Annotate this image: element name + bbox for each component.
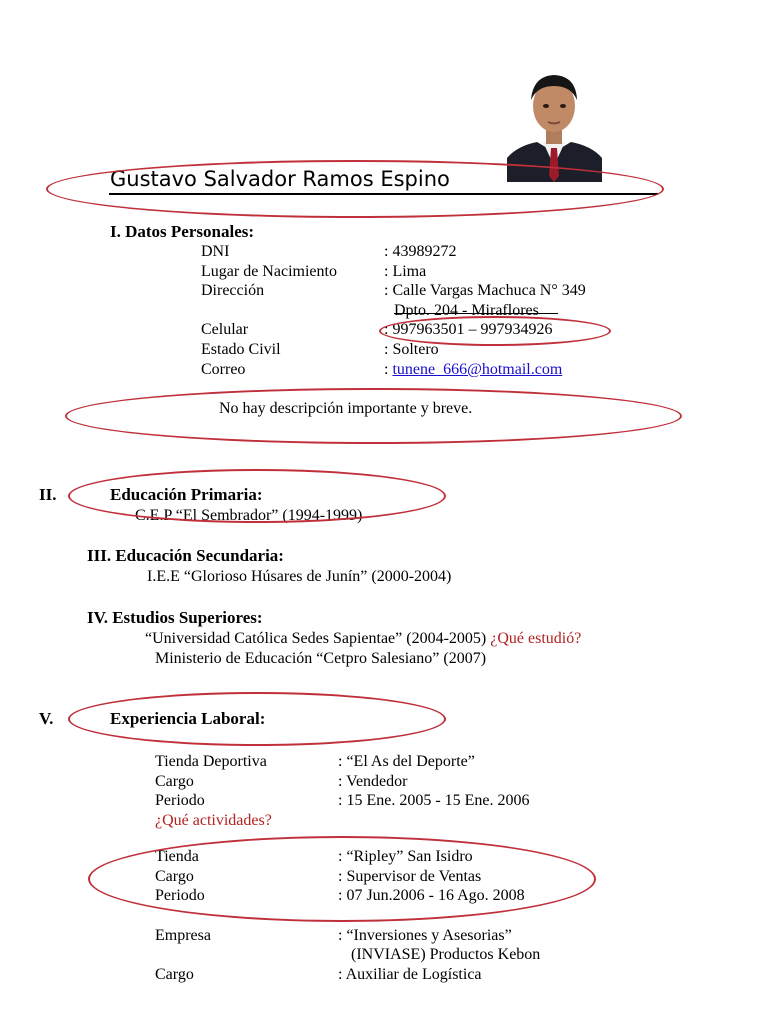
experience-annotation-ellipse — [68, 692, 446, 746]
address-strike — [394, 313, 558, 314]
personal-label: Lugar de Nacimiento — [201, 263, 337, 280]
higher-institution-1: “Universidad Católica Sedes Sapientae” (2004-2005) — [145, 630, 487, 647]
job2-value: : Supervisor de Ventas — [338, 868, 482, 885]
job2-label: Tienda — [155, 848, 199, 865]
job1-value: : 15 Ene. 2005 - 15 Ene. 2006 — [338, 792, 530, 809]
personal-label: Dirección — [201, 282, 265, 299]
job1-label: Cargo — [155, 773, 194, 790]
personal-value: : Lima — [384, 263, 427, 280]
higher-line-1 — [145, 629, 581, 649]
job1-value: : “El As del Deporte” — [338, 753, 475, 770]
personal-value: : Calle Vargas Machuca N° 349 — [384, 282, 586, 299]
job1-value: : Vendedor — [338, 773, 408, 790]
job2-annotation-ellipse — [88, 836, 596, 922]
job2-value: : 07 Jun.2006 - 16 Ago. 2008 — [338, 887, 525, 904]
secondary-heading: III. Educación Secundaria: — [87, 546, 284, 565]
job1-label: Tienda Deportiva — [155, 753, 267, 770]
job2-label: Cargo — [155, 868, 194, 885]
higher-heading: IV. Estudios Superiores: — [87, 608, 263, 627]
experience-heading: Experiencia Laboral: — [110, 709, 266, 728]
personal-label: Estado Civil — [201, 341, 281, 358]
higher-question: ¿Qué estudió? — [490, 630, 582, 647]
job3-value: : “Inversiones y Asesorias” — [338, 927, 512, 944]
name-annotation-ellipse — [46, 160, 664, 218]
email-prefix: : — [384, 361, 393, 378]
job3-value-continued: (INVIASE) Productos Kebon — [351, 946, 541, 963]
primary-heading: Educación Primaria: — [110, 485, 263, 504]
personal-value: : 997963501 – 997934926 — [384, 321, 553, 338]
job1-question: ¿Qué actividades? — [155, 812, 272, 829]
job2-label: Periodo — [155, 887, 205, 904]
candidate-name: Gustavo Salvador Ramos Espino — [110, 167, 450, 191]
personal-label: DNI — [201, 243, 230, 260]
email-row — [384, 360, 562, 380]
personal-value: : Soltero — [384, 341, 439, 358]
job2-value: : “Ripley” San Isidro — [338, 848, 473, 865]
personal-label: Celular — [201, 321, 249, 338]
description-annotation-ellipse — [65, 388, 682, 444]
section-number-ii: II. — [39, 485, 57, 504]
email-link[interactable]: tunene_666@hotmail.com — [392, 361, 563, 378]
section-number-v: V. — [39, 709, 54, 728]
address-line-2: Dpto. 204 - Miraflores — [394, 302, 539, 319]
personal-label: Correo — [201, 361, 246, 378]
job3-label: Empresa — [155, 927, 211, 944]
job1-label: Periodo — [155, 792, 205, 809]
secondary-school: I.E.E “Glorioso Húsares de Junín” (2000-2004) — [147, 568, 452, 585]
job3-label: Cargo — [155, 966, 194, 983]
higher-line-2: Ministerio de Educación “Cetpro Salesiano” (2007) — [155, 650, 487, 667]
primary-annotation-ellipse — [68, 469, 446, 523]
job3-value: : Auxiliar de Logística — [338, 966, 482, 983]
personal-value: : 43989272 — [384, 243, 457, 260]
personal-heading: I. Datos Personales: — [110, 222, 255, 241]
primary-school: C.E.P “El Sembrador” (1994-1999) — [135, 507, 363, 524]
description-note: No hay descripción importante y breve. — [219, 400, 473, 417]
